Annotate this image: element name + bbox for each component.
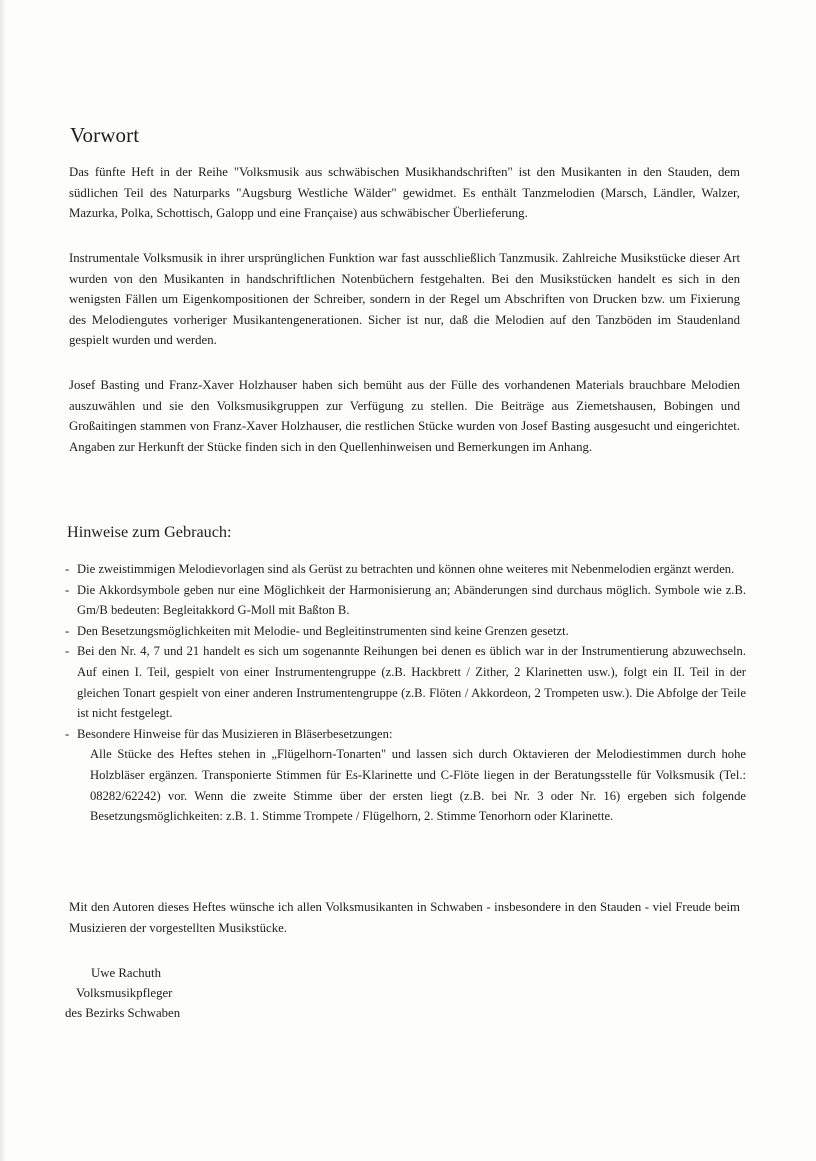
hints-heading: Hinweise zum Gebrauch: bbox=[67, 523, 232, 541]
list-item bbox=[64, 559, 746, 580]
bullet-dash: - bbox=[65, 562, 70, 576]
paragraph-history: Instrumentale Volksmusik in ihrer ursprünglichen Funktion war fast ausschließlich Tanzmusik. Zahlreiche Musikstücke dieser Art wurden von den Musikanten in handschriftlichen Notenbüchern festgehalten. Bei den Musikstücken handelt es sich in den wenigsten Fällen um Eigenkompositionen der Schreiber, sondern in der Regel um Abschriften von Drucken bzw. um Fixierung des Melodiengutes vorheriger Musikantengenerationen. Sicher ist nur, daß die Melodien auf den Tanzböden im Staudenland gespielt wurden und werden. bbox=[69, 251, 740, 348]
bullet-dash: - bbox=[65, 623, 70, 638]
paragraph-authors: Josef Basting und Franz-Xaver Holzhauser haben sich bemüht aus der Fülle des vorhandenen Materials brauchbare Melodien auszuwählen und sie den Volksmusikgruppen zur Verfügung zu stellen. Die Beiträge aus Ziemetshausen, Bobingen und Großaitingen stammen von Franz-Xaver Holzhauser, die restlichen Stücke wurden von Josef Basting ausgesucht und eingerichtet. Angaben zur Herkunft der Stücke finden sich in den Quellenhinweisen und Bemerkungen im Anhang. bbox=[69, 378, 740, 454]
hints-list bbox=[64, 559, 746, 827]
signature-role: Volksmusikpfleger bbox=[76, 986, 173, 1000]
signature-org: des Bezirks Schwaben bbox=[65, 1006, 181, 1020]
list-item bbox=[64, 641, 746, 723]
bullet-dash: - bbox=[65, 644, 70, 659]
hint-text: Den Besetzungsmöglichkeiten mit Melodie- und Begleitinstrumenten sind keine Grenzen gesetzt. bbox=[77, 623, 569, 638]
hint-text: Die zweistimmigen Melodievorlagen sind als Gerüst zu betrachten und können ohne weiteres mit Nebenmelodien ergänzt werden. bbox=[77, 562, 735, 576]
hint-text: Bei den Nr. 4, 7 und 21 handelt es sich um sogenannte Reihungen bei denen es üblich war in der Instrumentierung abzuwechseln. Auf einen I. Teil, gespielt von einer Instrumentengruppe (z.B. Hackbrett / Zither, 2 Klarinetten usw.), folgt ein II. Teil in der gleichen Tonart gespielt von einer anderen Instrumentengruppe (z.B. Flöten / Akkordeon, 2 Trompeten usw.). Die Abfolge der Teile ist nicht festgelegt. bbox=[77, 644, 746, 721]
bullet-dash: - bbox=[65, 726, 70, 741]
page-edge-shadow bbox=[0, 0, 6, 1161]
paragraph-intro: Das fünfte Heft in der Reihe "Volksmusik aus schwäbischen Musikhandschriften" ist den Musikanten in den Stauden, dem südlichen Teil des Naturparks "Augsburg Westliche Wälder" gewidmet. Es enthält Tanzmelodien (Marsch, Ländler, Walzer, Mazurka, Polka, Schottisch, Galopp und eine Française) aus schwäbischer Überlieferung. bbox=[69, 165, 740, 221]
paragraph-closing: Mit den Autoren dieses Heftes wünsche ich allen Volksmusikanten in Schwaben - insbesondere in den Stauden - viel Freude beim Musizieren der vorgestellten Musikstücke. bbox=[69, 900, 740, 935]
signature-block bbox=[60, 963, 180, 1023]
list-item bbox=[64, 724, 746, 827]
hint-detail-text: Alle Stücke des Heftes stehen in „Flügelhorn-Tonarten" und lassen sich durch Oktavieren der Melodiestimmen durch hohe Holzbläser ergänzen. Transponierte Stimmen für Es-Klarinette und C-Flöte liegen in der Beratungsstelle für Volksmusik (Tel.: 08282/62242) vor. Wenn die zweite Stimme über der ersten liegt (z.B. bei Nr. 3 oder Nr. 16) ergeben sich folgende Besetzungsmöglichkeiten: z.B. 1. Stimme Trompete / Flügelhorn, 2. Stimme Tenorhorn oder Klarinette. bbox=[90, 747, 746, 824]
bullet-dash: - bbox=[65, 582, 70, 597]
hint-text: Besondere Hinweise für das Musizieren in Bläserbesetzungen: bbox=[77, 726, 393, 741]
list-item bbox=[64, 621, 746, 642]
page-title: Vorwort bbox=[70, 123, 140, 147]
signature-name: Uwe Rachuth bbox=[91, 966, 162, 980]
hint-text: Die Akkordsymbole geben nur eine Möglichkeit der Harmonisierung an; Abänderungen sind durchaus möglich. Symbole wie z.B. Gm/B bedeuten: Begleitakkord G-Moll mit Baßton B. bbox=[77, 582, 746, 618]
list-item bbox=[64, 580, 746, 621]
